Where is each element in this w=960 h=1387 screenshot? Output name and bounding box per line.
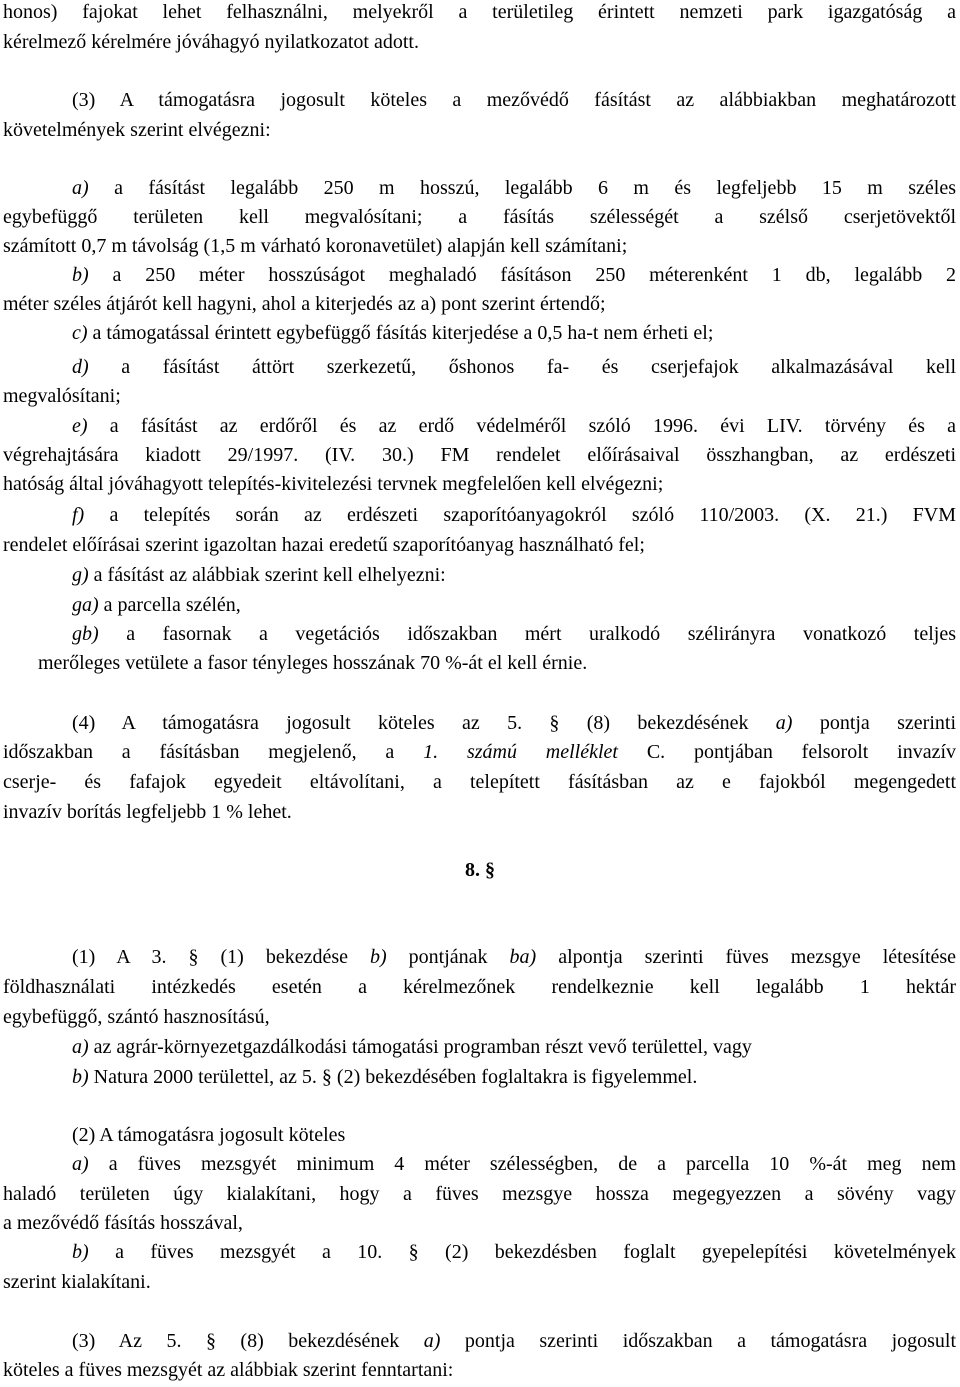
item-text: a fásítást áttört szerkezetű, őshonos fa- és cserjefajok alkalmazásával kell: [121, 356, 956, 378]
item-marker: a): [72, 1153, 89, 1175]
line-part: pontja szerinti: [819, 712, 956, 734]
line-part: (1) A 3. § (1) bekezdése: [72, 946, 348, 968]
text-line: számított 0,7 m távolság (1,5 m várható koronavetület) alapján kell számítani;: [3, 235, 628, 257]
text-line: [72, 1326, 956, 1356]
item-text: a füves mezsgyét minimum 4 méter szélességben, de a parcella 10 %-át meg nem: [108, 1153, 956, 1175]
list-item-a: [72, 173, 956, 203]
item-marker: b): [72, 1066, 89, 1088]
text-line: hatóság által jóváhagyott telepítés-kivitelezési tervnek megfelelően kell elvégezni;: [3, 473, 664, 495]
list-item-d: [72, 352, 956, 382]
item-marker: a): [423, 1330, 441, 1352]
item-text: a fásítást az alábbiak szerint kell elhelyezni:: [93, 564, 446, 586]
text-line: honos) fajokat lehet felhasználni, melyekről a területileg érintett nemzeti park igazgatóság a: [3, 1, 956, 23]
text-line: a mezővédő fásítás hosszával,: [3, 1212, 243, 1234]
item-text: a füves mezsgyét a 10. § (2) bekezdésben foglalt gyepelepítési követelmények: [115, 1241, 956, 1263]
line-part: pontjának: [408, 946, 488, 968]
item-marker: gb): [72, 623, 99, 645]
text-line: [72, 708, 956, 738]
item-marker: b): [370, 946, 387, 968]
list-item-e: [72, 411, 956, 441]
item-text: a fásítást az erdőről és az erdő védelméről szóló 1996. évi LIV. törvény és a: [109, 415, 956, 437]
text-line: (3) A támogatásra jogosult köteles a mezővédő fásítást az alábbiakban meghatározott: [72, 89, 956, 111]
text-line: kérelmező kérelmére jóváhagyó nyilatkozatot adott.: [3, 31, 419, 53]
list-item-g: [72, 560, 956, 590]
list-item-f: [72, 500, 956, 530]
item-text: a fasornak a vegetációs időszakban mért uralkodó szélirányra vonatkozó teljes: [126, 623, 956, 645]
text-line: követelmények szerint elvégezni:: [3, 119, 271, 141]
section-heading: 8. §: [465, 859, 495, 881]
text-line: haladó területen úgy kialakítani, hogy a füves mezsgye hossza megegyezzen a sövény vagy: [3, 1183, 956, 1205]
text-line: szerint kialakítani.: [3, 1271, 151, 1293]
line-part: C. pontjában felsorolt invazív: [646, 741, 956, 763]
line-part: időszakban a fásításban megjelenő, a: [3, 741, 395, 763]
list-item-c: [72, 318, 956, 348]
item-marker: b): [72, 264, 89, 286]
item-marker: ga): [72, 594, 99, 616]
line-part: (4) A támogatásra jogosult köteles az 5. § (8) bekezdésének: [72, 712, 749, 734]
item-marker: e): [72, 415, 88, 437]
text-line: méter széles átjárót kell hagyni, ahol a kiterjedés az a) pont szerint értendő;: [3, 293, 606, 315]
item-text: az agrár-környezetgazdálkodási támogatási programban részt vevő területtel, vagy: [93, 1036, 752, 1058]
list-item-gb: [72, 619, 956, 649]
item-text: a parcella szélén,: [103, 594, 241, 616]
text-line: [72, 942, 956, 972]
item-text: Natura 2000 területtel, az 5. § (2) bekezdésében foglaltakra is figyelemmel.: [93, 1066, 698, 1088]
item-marker: c): [72, 322, 88, 344]
item-text: a telepítés során az erdészeti szaporítóanyagokról szóló 110/2003. (X. 21.) FVM: [109, 504, 956, 526]
item-marker: ba): [509, 946, 537, 968]
item-marker: a): [775, 712, 793, 734]
list-item-ga: [72, 590, 956, 620]
text-line: cserje- és fafajok egyedeit eltávolítani, a telepített fásításban az e fajokból megengedett: [3, 771, 956, 793]
item-text: a fásítást legalább 250 m hosszú, legalább 6 m és legfeljebb 15 m széles: [114, 177, 956, 199]
line-part: pontja szerinti időszakban a támogatásra jogosult: [464, 1330, 956, 1352]
list-item-b: [72, 260, 956, 290]
item-text: a támogatással érintett egybefüggő fásítás kiterjedése a 0,5 ha-t nem érheti el;: [92, 322, 714, 344]
text-line: rendelet előírásai szerint igazoltan hazai eredetű szaporítóanyag használható fel;: [3, 534, 645, 556]
text-line: megvalósítani;: [3, 385, 121, 407]
line-part: (3) Az 5. § (8) bekezdésének: [72, 1330, 400, 1352]
text-line: (2) A támogatásra jogosult köteles: [72, 1124, 346, 1146]
list-item-b: [72, 1062, 956, 1092]
text-line: végrehajtására kiadott 29/1997. (IV. 30.) FM rendelet előírásaival összhangban, az erdészeti: [3, 444, 956, 466]
text-line: merőleges vetülete a fasor tényleges hosszának 70 %-át el kell érnie.: [38, 652, 588, 674]
annex-reference: 1. számú melléklet: [423, 741, 618, 763]
text-line: köteles a füves mezsgyét az alábbiak szerint fenntartani:: [3, 1359, 454, 1381]
item-marker: a): [72, 1036, 89, 1058]
item-marker: g): [72, 564, 89, 586]
item-marker: b): [72, 1241, 89, 1263]
item-marker: a): [72, 177, 89, 199]
item-marker: f): [72, 504, 85, 526]
list-item-b: [72, 1237, 956, 1267]
list-item-a: [72, 1032, 956, 1062]
text-line: [3, 737, 956, 767]
item-text: a 250 méter hosszúságot meghaladó fásításon 250 méterenként 1 db, legalább 2: [112, 264, 956, 286]
text-line: invazív borítás legfeljebb 1 % lehet.: [3, 801, 292, 823]
text-line: földhasználati intézkedés esetén a kérelmezőnek rendelkeznie kell legalább 1 hektár: [3, 976, 956, 998]
text-line: egybefüggő, szántó hasznosítású,: [3, 1006, 270, 1028]
item-marker: d): [72, 356, 89, 378]
text-line: egybefüggő területen kell megvalósítani; a fásítás szélességét a szélső cserjetövektől: [3, 206, 956, 228]
line-part: alpontja szerinti füves mezsgye létesítése: [558, 946, 956, 968]
list-item-a: [72, 1149, 956, 1179]
